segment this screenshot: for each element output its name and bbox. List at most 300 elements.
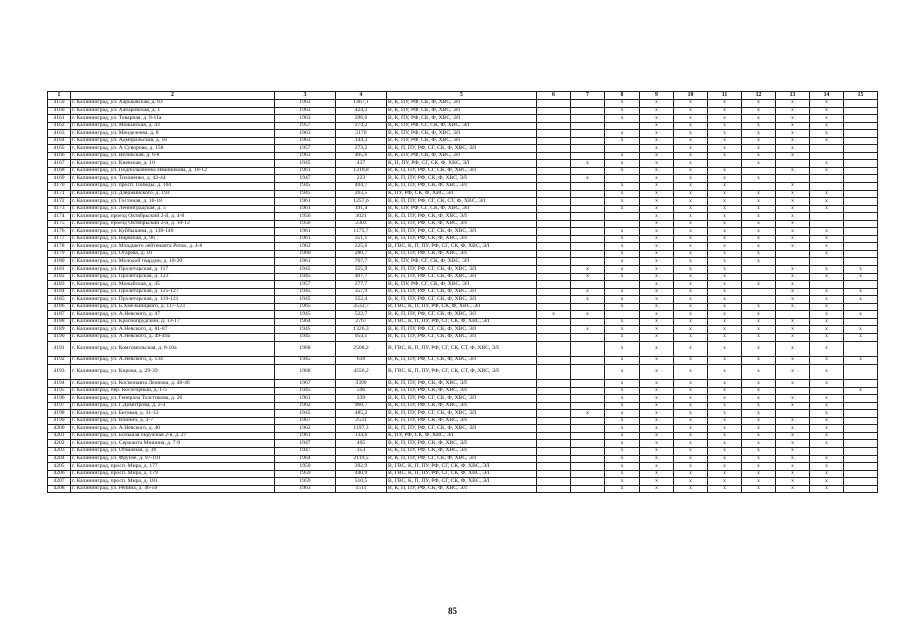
mark-cell-col-12: x [742,175,776,183]
mark-cell-col-14: x [810,198,844,206]
column-header-6: 6 [537,92,571,100]
mark-cell-col-8: x [605,167,640,175]
mark-cell-col-12: x [742,250,776,258]
mark-cell-col-8: x [605,333,640,341]
row-number-cell: 4199 [48,417,71,425]
mark-cell-col-8: x [605,326,640,334]
mark-cell-col-12: x [742,160,776,168]
mark-cell-col-8: x [605,137,640,145]
mark-cell-col-10: x [674,235,708,243]
mark-cell-col-14: x [810,122,844,130]
table-row [48,478,878,486]
area-cell: 1511 [336,485,387,493]
area-cell: 353 [336,447,387,455]
mark-cell-col-11: x [708,258,742,266]
mark-cell-col-15 [844,137,878,145]
year-cell: 1963 [275,115,336,123]
address-cell: г. Калининград, ул. Огарева, д. 10 [71,250,275,258]
mark-cell-col-12: x [742,303,776,311]
mark-cell-col-7: x [571,175,605,183]
row-number-cell: 4163 [48,130,71,138]
services-cell: В, К, П, ПУ, РФ, СГ, СК, Ф, ХВС, ЭЛ [387,273,537,281]
mark-cell-col-15 [844,485,878,493]
mark-cell-col-11: x [708,213,742,221]
mark-cell-col-12: x [742,115,776,123]
mark-cell-col-12 [742,183,776,191]
table-row [48,228,878,236]
mark-cell-col-9: x [640,318,674,326]
mark-cell-col-13 [776,250,810,258]
area-cell: 3021 [336,213,387,221]
mark-cell-col-7 [571,152,605,160]
year-cell: 1963 [275,485,336,493]
mark-cell-col-9: x [640,425,674,433]
year-cell: 1961 [275,205,336,213]
year-cell: 1964 [275,455,336,463]
mark-cell-col-11: x [708,463,742,471]
mark-cell-col-15 [844,303,878,311]
services-cell: В, К, П, ПУ, РФ, СГ, СК, Ф, ХВС, ЭЛ [387,410,537,418]
mark-cell-col-8: x [605,395,640,403]
mark-cell-col-9: x [640,288,674,296]
area-cell: 618 [336,357,387,365]
row-number-cell: 4160 [48,107,71,115]
mark-cell-col-6 [537,288,571,296]
mark-cell-col-7 [571,485,605,493]
mark-cell-col-7 [571,455,605,463]
mark-cell-col-7 [571,198,605,206]
mark-cell-col-12: x [742,100,776,108]
mark-cell-col-11: x [708,100,742,108]
mark-cell-col-14 [810,152,844,160]
mark-cell-col-10: x [674,100,708,108]
mark-cell-col-8: x [605,288,640,296]
mark-cell-col-12: x [742,395,776,403]
mark-cell-col-15 [844,145,878,153]
mark-cell-col-11: x [708,303,742,311]
row-number-cell: 4201 [48,432,71,440]
mark-cell-col-14: x [810,167,844,175]
mark-cell-col-9: x [640,380,674,388]
row-number-cell: 4206 [48,470,71,478]
address-cell: г. Калининград, ул. Можайская, д. 45 [71,281,275,289]
mark-cell-col-6 [537,281,571,289]
mark-cell-col-13: x [776,190,810,198]
mark-cell-col-10: x [674,130,708,138]
mark-cell-col-7 [571,190,605,198]
row-number-cell: 4208 [48,485,71,493]
mark-cell-col-12: x [742,357,776,365]
address-cell: г. Калининград, ул. Генерала Толстикова, д. 26 [71,395,275,403]
mark-cell-col-7 [571,357,605,365]
mark-cell-col-10: x [674,115,708,123]
mark-cell-col-14 [810,220,844,228]
mark-cell-col-13: x [776,288,810,296]
year-cell: 1961 [275,395,336,403]
mark-cell-col-14: x [810,228,844,236]
table-row [48,160,878,168]
area-cell: 440,9 [336,470,387,478]
row-number-cell: 4190 [48,333,71,341]
mark-cell-col-6 [537,266,571,274]
mark-cell-col-14: x [810,115,844,123]
mark-cell-col-9: x [640,455,674,463]
mark-cell-col-7 [571,470,605,478]
services-cell: В, К, П, ПУ, РФ, СГ, СК, Ф, ХВС, ЭЛ [387,455,537,463]
table-row [48,250,878,258]
mark-cell-col-7 [571,425,605,433]
mark-cell-col-9: x [640,470,674,478]
mark-cell-col-10: x [674,364,708,380]
mark-cell-col-8: x [605,364,640,380]
mark-cell-col-10: x [674,478,708,486]
mark-cell-col-6 [537,478,571,486]
mark-cell-col-12: x [742,326,776,334]
mark-cell-col-12: x [742,258,776,266]
mark-cell-col-6 [537,250,571,258]
mark-cell-col-9: x [640,145,674,153]
mark-cell-col-14 [810,387,844,395]
mark-cell-col-15 [844,190,878,198]
mark-cell-col-11: x [708,440,742,448]
mark-cell-col-7 [571,402,605,410]
area-cell: 1467,1 [336,100,387,108]
address-cell: г. Калининград, ул. Менделеева, д. 8 [71,130,275,138]
header-row [48,92,878,100]
mark-cell-col-8: x [605,318,640,326]
year-cell: 1957 [275,145,336,153]
table-row [48,190,878,198]
mark-cell-col-12: x [742,281,776,289]
services-cell: В, ГВС, К, П, ПУ, РФ, СГ, СК, СТ, Ф, ХВС, ЭЛ [387,364,537,380]
mark-cell-col-9: x [640,478,674,486]
mark-cell-col-8 [605,213,640,221]
mark-cell-col-15 [844,228,878,236]
mark-cell-col-14: x [810,326,844,334]
address-cell: г. Калининград, ул. Большая окружная 2-я, д. 27 [71,432,275,440]
services-cell: В, К, ПУ, РФ, СГ, СК, Ф, ХВС, ЭЛ [387,122,537,130]
address-cell: г. Калининград, ул. Космонавта Леонова, д. 40-46 [71,380,275,388]
address-cell: г. Калининград, ул. Младшего лейтенанта Ротко, д. 4-8 [71,243,275,251]
mark-cell-col-9: x [640,167,674,175]
address-cell: г. Калининград, пер. Косогорный, д. 1-5 [71,387,275,395]
services-cell: В, К, П, ПУ, РФ, СК, Ф, ХВС, ЭЛ [387,250,537,258]
area-cell: 1326,3 [336,326,387,334]
mark-cell-col-14: x [810,318,844,326]
mark-cell-col-15 [844,478,878,486]
mark-cell-col-8 [605,145,640,153]
mark-cell-col-15 [844,258,878,266]
mark-cell-col-12: x [742,122,776,130]
mark-cell-col-7 [571,100,605,108]
table-row [48,440,878,448]
mark-cell-col-8 [605,311,640,319]
mark-cell-col-9: x [640,115,674,123]
services-cell: В, ГВС, К, П, ПУ, РФ, СГ, СК, СТ, Ф, ХВС, ЭЛ [387,341,537,357]
mark-cell-col-6 [537,145,571,153]
services-cell: В, К, П, ПУ, РФ, СГ, СК, Ф, ХВС, ЭЛ [387,425,537,433]
mark-cell-col-12: x [742,318,776,326]
mark-cell-col-8: x [605,258,640,266]
row-number-cell: 4182 [48,273,71,281]
mark-cell-col-6 [537,235,571,243]
address-cell: г. Калининград, ул. Тихоненко, д. 42-44 [71,175,275,183]
mark-cell-col-8: x [605,447,640,455]
mark-cell-col-12: x [742,432,776,440]
mark-cell-col-12: x [742,402,776,410]
mark-cell-col-10: x [674,333,708,341]
mark-cell-col-13: x [776,107,810,115]
mark-cell-col-10: x [674,175,708,183]
address-cell: г. Калининград, ул. Молодой гвардии, д. 18-20 [71,258,275,266]
mark-cell-col-11 [708,160,742,168]
row-number-cell: 4179 [48,250,71,258]
mark-cell-col-13: x [776,130,810,138]
year-cell: 1962 [275,402,336,410]
row-number-cell: 4191 [48,341,71,357]
mark-cell-col-6 [537,220,571,228]
year-cell: 1963 [275,137,336,145]
mark-cell-col-14: x [810,425,844,433]
mark-cell-col-12: x [742,152,776,160]
mark-cell-col-13 [776,258,810,266]
area-cell: 2767 [336,318,387,326]
row-number-cell: 4186 [48,303,71,311]
mark-cell-col-10: x [674,152,708,160]
mark-cell-col-13: x [776,425,810,433]
year-cell: 1968 [275,341,336,357]
mark-cell-col-13: x [776,213,810,221]
mark-cell-col-14: x [810,410,844,418]
mark-cell-col-8: x [605,130,640,138]
mark-cell-col-13: x [776,341,810,357]
area-cell: 510,5 [336,478,387,486]
row-number-cell: 4159 [48,100,71,108]
address-cell: г. Калининград, ул. А.Невского, д. 49-49а [71,333,275,341]
mark-cell-col-8: x [605,357,640,365]
mark-cell-col-14: x [810,357,844,365]
mark-cell-col-8: x [605,440,640,448]
address-cell: г. Калининград, ул. Пролетарская, д. 123 [71,273,275,281]
page-number: 85 [448,606,457,616]
mark-cell-col-8: x [605,243,640,251]
column-header-12: 12 [742,92,776,100]
area-cell: 277,7 [336,281,387,289]
area-cell: 263,5 [336,190,387,198]
year-cell: 1945 [275,266,336,274]
mark-cell-col-12: x [742,387,776,395]
mark-cell-col-13: x [776,152,810,160]
address-cell: г. Калининград, ул. А.Невского, д. 47 [71,311,275,319]
mark-cell-col-12: x [742,410,776,418]
mark-cell-col-12: x [742,213,776,221]
services-cell: В, К, ПУ, РФ, СК, Ф, ХВС, ЭЛ [387,130,537,138]
mark-cell-col-10: x [674,198,708,206]
column-header-2: 2 [71,92,275,100]
table-row [48,152,878,160]
area-cell: 339 [336,395,387,403]
mark-cell-col-6 [537,440,571,448]
mark-cell-col-15 [844,318,878,326]
mark-cell-col-6 [537,333,571,341]
year-cell: 1945 [275,183,336,191]
mark-cell-col-6 [537,364,571,380]
row-number-cell: 4195 [48,387,71,395]
mark-cell-col-9: x [640,205,674,213]
mark-cell-col-10: x [674,410,708,418]
mark-cell-col-15 [844,341,878,357]
mark-cell-col-9: x [640,432,674,440]
table-row [48,220,878,228]
mark-cell-col-11: x [708,107,742,115]
year-cell: 1947 [275,447,336,455]
mark-cell-col-11: x [708,235,742,243]
services-cell: В, К, ПУ, РФ, СК, Ф, ХВС, ЭЛ [387,100,537,108]
address-cell: г. Калининград, ул. Пролетарская, д. 117 [71,266,275,274]
services-cell: В, ГВС, К, П, ПУ, РФ, СГ, СК, Ф, ХВС, ЭЛ [387,318,537,326]
mark-cell-col-8: x [605,410,640,418]
mark-cell-col-7: x [571,311,605,319]
mark-cell-col-12: x [742,235,776,243]
mark-cell-col-8 [605,281,640,289]
mark-cell-col-12: x [742,470,776,478]
year-cell: 1962 [275,243,336,251]
mark-cell-col-15 [844,130,878,138]
mark-cell-col-7 [571,447,605,455]
mark-cell-col-7 [571,364,605,380]
mark-cell-col-7 [571,303,605,311]
mark-cell-col-8: x [605,478,640,486]
address-cell: г. Калининград, ул. Подполковника Иванникова, д. 10-12 [71,167,275,175]
mark-cell-col-15 [844,198,878,206]
services-cell: В, К, П, ПУ, РФ, СГ, СК, Ф, ХВС, ЭЛ [387,288,537,296]
area-cell: 3399 [336,380,387,388]
mark-cell-col-8: x [605,402,640,410]
mark-cell-col-11: x [708,228,742,236]
table-row [48,281,878,289]
row-number-cell: 4192 [48,357,71,365]
table-row [48,470,878,478]
mark-cell-col-10: x [674,432,708,440]
mark-cell-col-6 [537,341,571,357]
mark-cell-col-12: x [742,341,776,357]
mark-cell-col-15 [844,447,878,455]
mark-cell-col-14: x [810,303,844,311]
services-cell: В, К, П, ПУ, РФ, СК, Ф, ХВС, ЭЛ [387,175,537,183]
mark-cell-col-14: x [810,190,844,198]
row-number-cell: 4197 [48,402,71,410]
mark-cell-col-8: x [605,463,640,471]
mark-cell-col-11: x [708,288,742,296]
mark-cell-col-10: x [674,447,708,455]
mark-cell-col-14: x [810,100,844,108]
row-number-cell: 4198 [48,410,71,418]
column-header-13: 13 [776,92,810,100]
mark-cell-col-14: x [810,440,844,448]
mark-cell-col-12: x [742,417,776,425]
mark-cell-col-6 [537,318,571,326]
mark-cell-col-10: x [674,167,708,175]
mark-cell-col-9: x [640,266,674,274]
year-cell: 1960 [275,250,336,258]
area-cell: 1197,3 [336,425,387,433]
mark-cell-col-10: x [674,220,708,228]
mark-cell-col-13: x [776,235,810,243]
mark-cell-col-12: x [742,137,776,145]
mark-cell-col-6 [537,296,571,304]
address-cell: г. Калининград, проезд Октябрьский 2-й, д. 10-12 [71,220,275,228]
table-row [48,395,878,403]
mark-cell-col-6 [537,107,571,115]
year-cell: 1963 [275,100,336,108]
mark-cell-col-9: x [640,303,674,311]
row-number-cell: 4180 [48,258,71,266]
area-cell: 357,9 [336,288,387,296]
mark-cell-col-7: x [571,266,605,274]
mark-cell-col-10: x [674,417,708,425]
table-body [48,100,878,493]
row-number-cell: 4164 [48,137,71,145]
address-cell: г. Калининград, ул. Адмиральская, д. 16 [71,137,275,145]
mark-cell-col-11: x [708,455,742,463]
table-row [48,273,878,281]
mark-cell-col-15 [844,213,878,221]
year-cell: 1959 [275,478,336,486]
mark-cell-col-7 [571,115,605,123]
mark-cell-col-15 [844,183,878,191]
mark-cell-col-14: x [810,130,844,138]
mark-cell-col-12: x [742,205,776,213]
mark-cell-col-10: x [674,145,708,153]
mark-cell-col-12 [742,288,776,296]
mark-cell-col-8: x [605,425,640,433]
mark-cell-col-10: x [674,470,708,478]
address-cell: г. Калининград, просп. Мира, д. 177 [71,463,275,471]
table-row [48,326,878,334]
mark-cell-col-14: x [810,288,844,296]
mark-cell-col-10: x [674,380,708,388]
address-cell: г. Калининград, просп. Мира, д. 179 [71,470,275,478]
mark-cell-col-14: x [810,205,844,213]
table-row [48,122,878,130]
services-cell: К, П, ПУ, РФ, СГ, СК, Ф, ХВС, ЭЛ [387,160,537,168]
table-row [48,341,878,357]
mark-cell-col-14 [810,281,844,289]
mark-cell-col-6 [537,402,571,410]
mark-cell-col-14: x [810,455,844,463]
mark-cell-col-13: x [776,470,810,478]
mark-cell-col-11: x [708,470,742,478]
area-cell: 405 [336,440,387,448]
mark-cell-col-15: x [844,288,878,296]
mark-cell-col-11: x [708,167,742,175]
mark-cell-col-8: x [605,107,640,115]
table-row [48,115,878,123]
mark-cell-col-9: x [640,213,674,221]
services-cell: В, К, П, ПУ, РФ, СК, Ф, ХВС, ЭЛ [387,380,537,388]
mark-cell-col-12: x [742,440,776,448]
area-cell: 1257,6 [336,198,387,206]
mark-cell-col-7: x [571,288,605,296]
address-cell: г. Калининград, ул. Беговая, д. 31-33 [71,410,275,418]
mark-cell-col-7 [571,228,605,236]
mark-cell-col-8: x [605,228,640,236]
mark-cell-col-6 [537,447,571,455]
year-cell: 1945 [275,288,336,296]
mark-cell-col-7 [571,167,605,175]
mark-cell-col-9: x [640,183,674,191]
mark-cell-col-8 [605,220,640,228]
